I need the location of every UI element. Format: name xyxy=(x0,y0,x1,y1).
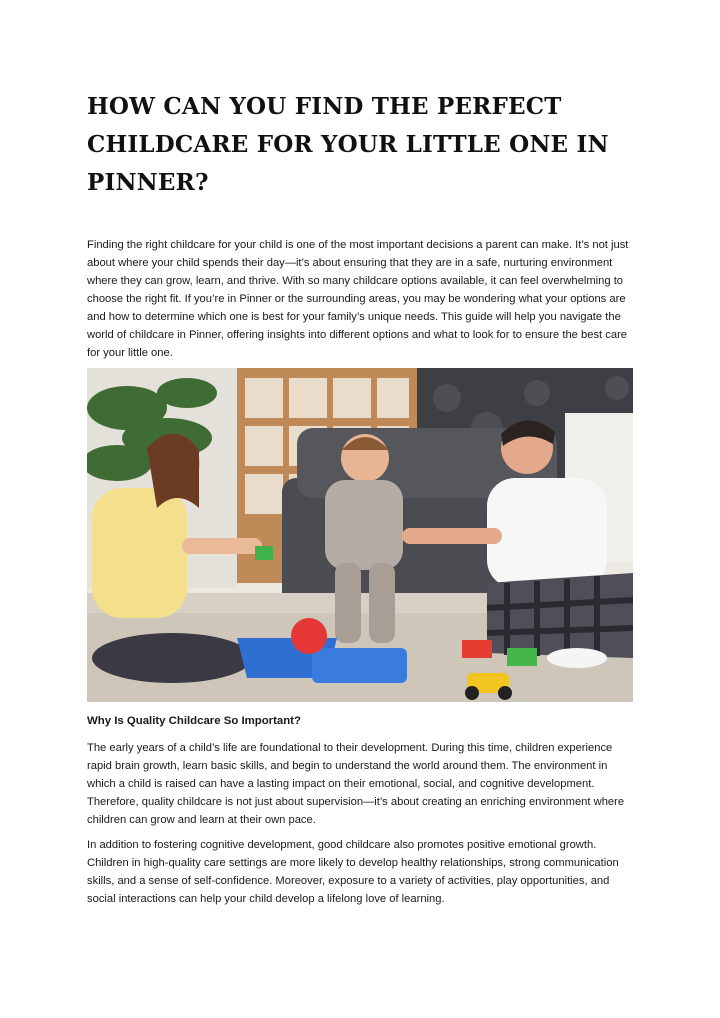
paragraph-2: The early years of a child’s life are foundational to their development. During this time, children experience rapid brain growth, learn basic skills, and begin to understand the world around them. The environment in which a child is raised can have a lasting impact on their emotional, social, and cognitive development. Therefore, quality childcare is not just about supervision—it’s about creating an enriching environment where children can grow and learn at their own pace. xyxy=(87,742,625,826)
family-playing-photo xyxy=(87,368,633,702)
intro-paragraph: Finding the right childcare for your child is one of the most important decisions a parent can make. It’s not just about where your child spends their day—it’s about ensuring that they are in a safe, nurturing environment where they can grow, learn, and thrive. With so many childcare options available, it can feel overwhelming to choose the right fit. If you’re in Pinner or the surrounding areas, you may be wondering what your options are and how to determine which one is best for your family’s unique needs. This guide will help you navigate the world of childcare in Pinner, offering insights into different options and what to look for to ensure the best care for your little one. xyxy=(87,239,629,359)
paragraph-3: In addition to fostering cognitive development, good childcare also promotes positive emotional growth. Children in high-quality care settings are more likely to develop healthy relationships, strong communication skills, and a sense of self-confidence. Moreover, exposure to a variety of activities, play opportunities, and social interactions can help your child develop a lifelong love of learning. xyxy=(87,839,619,905)
page-title: HOW CAN YOU FIND THE PERFECT CHILDCARE FOR YOUR LITTLE ONE IN PINNER? xyxy=(87,93,609,196)
section-heading: Why Is Quality Childcare So Important? xyxy=(87,715,301,727)
